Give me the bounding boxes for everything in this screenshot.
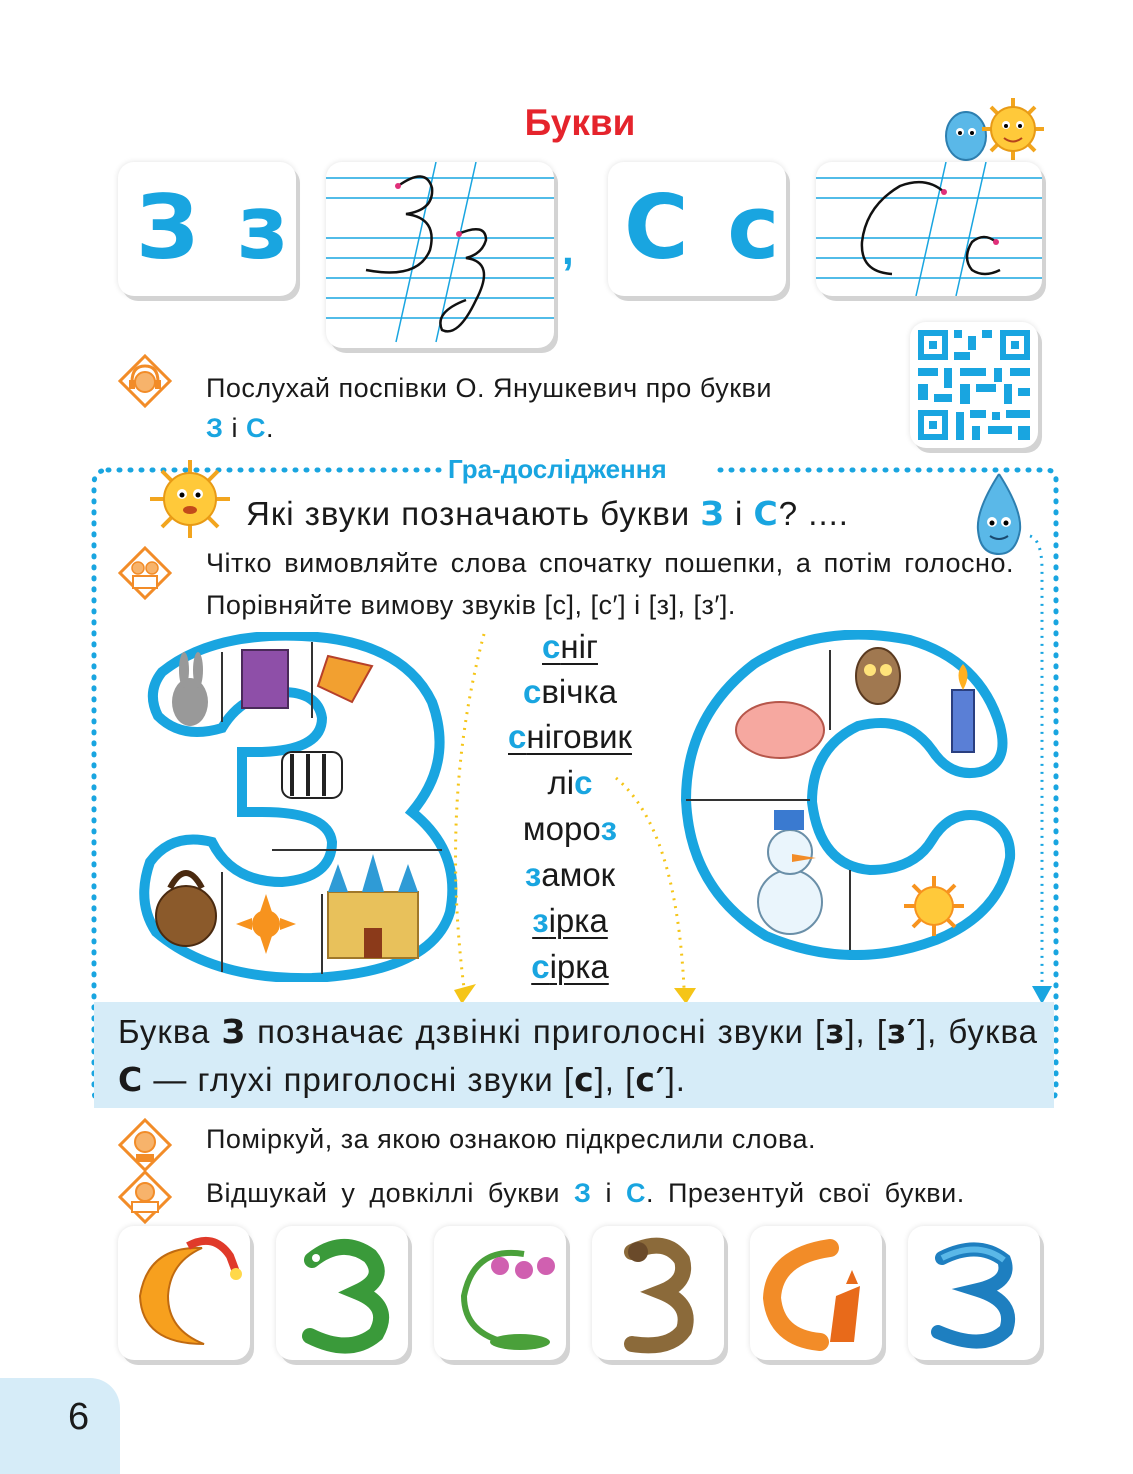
letter-z-print-card — [118, 162, 296, 296]
find-instruction: Відшукай у довкіллі букви З і С. Презентуй свої букви. — [206, 1178, 965, 1208]
question-letter-z: З — [700, 494, 725, 533]
listen-text: Послухай поспівки О. Янушкевич про букви — [206, 373, 772, 403]
flower-s-image — [434, 1226, 566, 1360]
page-number: 6 — [68, 1396, 90, 1438]
word-5: мороз — [522, 810, 618, 847]
s-handwriting-lines — [816, 162, 1042, 296]
qr-code[interactable] — [910, 322, 1038, 448]
word-2: свічка — [523, 673, 617, 710]
tile-moon-s — [118, 1226, 250, 1360]
letter-s-print-card — [608, 162, 786, 296]
moon-s-image — [118, 1226, 250, 1360]
rule-text: Буква З позначає дзвінкі приголосні звуки [з], [з′], буква С — глухі приголосні звуки [с], [с′]. — [118, 1012, 1039, 1099]
blue-dotted-arrow — [1026, 530, 1056, 1008]
presenting-child-icon — [118, 1170, 172, 1224]
comma: , — [562, 226, 574, 273]
z-handwriting-lines — [326, 162, 554, 348]
ferret-z-image — [592, 1226, 724, 1360]
sun-mascot — [146, 458, 234, 540]
word-3: сніговик — [508, 718, 632, 755]
ribbon-z-image — [908, 1226, 1040, 1360]
listen-letter-s: С — [245, 413, 266, 443]
pronounce-instruction: Чітко вимовляйте слова спочатку пошепки, а потім голосно. Порівняйте вимову звуків [с], [с′] і [з], [з′]. — [206, 548, 1014, 620]
game-label: Гра-дослідження — [448, 454, 667, 484]
letter-z-handwriting-card — [326, 162, 554, 348]
qr-pattern — [910, 322, 1038, 448]
page-title: Букви — [524, 102, 636, 143]
puzzle-letter-z — [132, 632, 464, 982]
fox-s-image — [750, 1226, 882, 1360]
tile-snake-z — [276, 1226, 408, 1360]
letter-s-handwriting-card — [816, 162, 1042, 296]
listen-and: і — [231, 413, 238, 443]
word-6: замок — [524, 856, 616, 893]
word-7: зірка — [532, 902, 608, 939]
game-question — [246, 494, 849, 533]
letter-z-print: З з — [136, 176, 293, 279]
word-8: сірка — [531, 948, 609, 985]
listen-letter-z: З — [206, 413, 224, 443]
reading-children-icon — [118, 546, 172, 600]
question-text: Які звуки позначають букви — [246, 495, 691, 532]
tile-fox-s — [750, 1226, 882, 1360]
listen-instruction — [206, 368, 886, 448]
tile-ferret-z — [592, 1226, 724, 1360]
tile-ribbon-z — [908, 1226, 1040, 1360]
tile-flower-s — [434, 1226, 566, 1360]
letter-s-print: С с — [624, 176, 784, 279]
think-instruction: Поміркуй, за якою ознакою підкреслили слова. — [206, 1124, 817, 1154]
thinking-child-icon — [118, 1118, 172, 1172]
page-number-tab — [0, 1378, 120, 1474]
mascots-illustration — [918, 88, 1068, 168]
word-4: ліс — [547, 764, 593, 801]
question-letter-s: С — [753, 494, 779, 533]
question-end: ? .... — [778, 495, 849, 532]
snake-z-image — [276, 1226, 408, 1360]
listen-end: . — [265, 413, 274, 443]
headphones-icon — [118, 354, 172, 408]
puzzle-letter-s — [680, 630, 1020, 960]
word-1: сніг — [542, 628, 598, 665]
question-and: і — [735, 495, 744, 532]
